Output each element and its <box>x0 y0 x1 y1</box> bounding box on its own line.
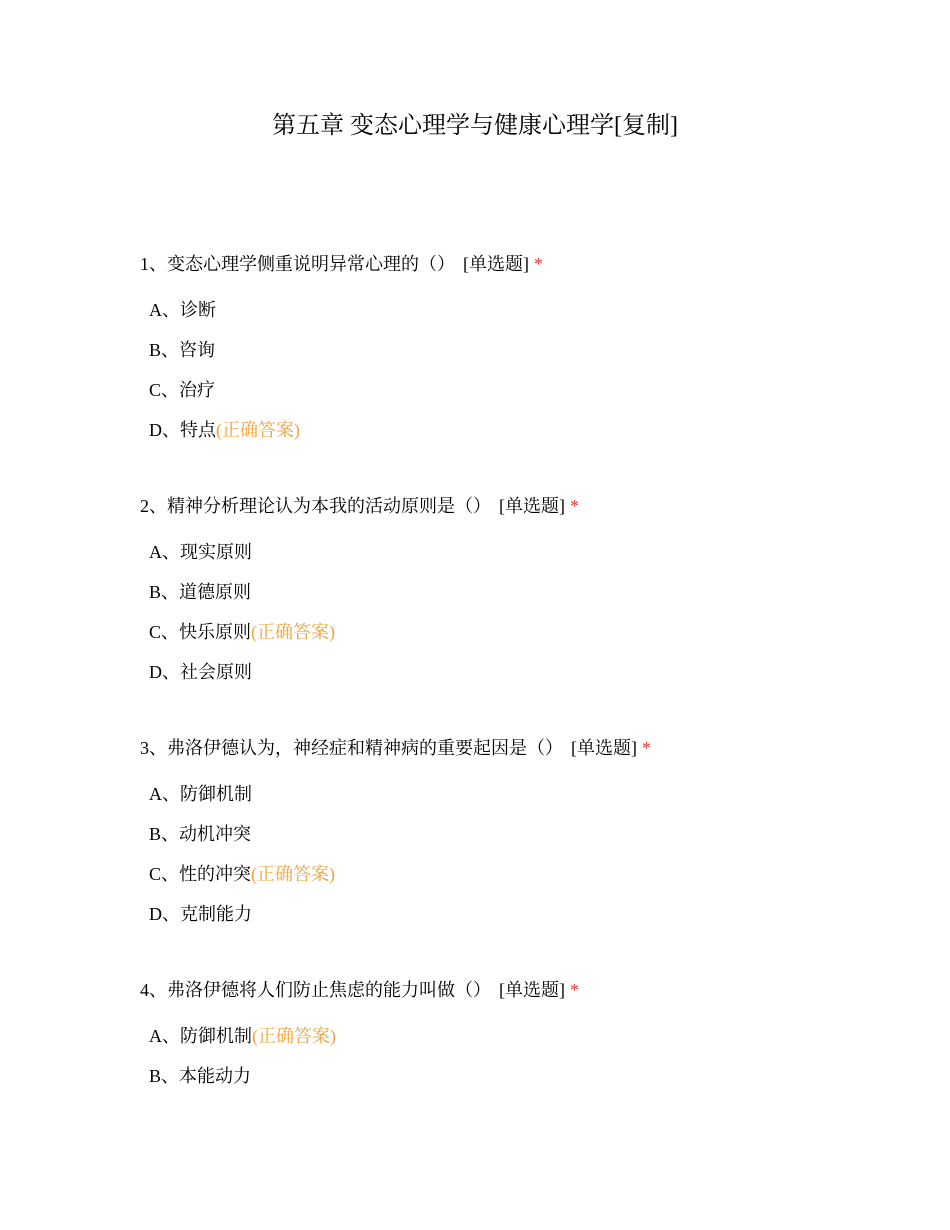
option-a[interactable] <box>149 539 252 565</box>
option-b[interactable] <box>149 337 215 363</box>
option-c[interactable] <box>149 619 335 645</box>
required-mark: * <box>642 738 651 758</box>
option-text: 防御机制 <box>180 784 252 804</box>
option-d[interactable] <box>149 417 300 443</box>
question-text: 精神分析理论认为本我的活动原则是（） <box>167 496 491 516</box>
question-type: [单选题] <box>499 980 565 1000</box>
option-a[interactable] <box>149 297 216 323</box>
question-title <box>140 977 579 1003</box>
correct-answer-label: (正确答案) <box>216 420 300 440</box>
option-text: 本能动力 <box>179 1066 252 1086</box>
option-d[interactable] <box>149 659 252 685</box>
question-title <box>140 735 651 761</box>
option-text: 社会原则 <box>180 662 252 682</box>
option-text: 咨询 <box>179 340 216 360</box>
question-number: 2、 <box>140 496 167 516</box>
option-c[interactable] <box>149 861 335 887</box>
option-text: 道德原则 <box>179 582 252 602</box>
option-b[interactable] <box>149 821 251 847</box>
required-mark: * <box>570 980 579 1000</box>
question-title <box>140 493 579 519</box>
option-text: 防御机制 <box>180 1026 252 1046</box>
option-text: 快乐原则 <box>179 622 252 642</box>
question-text: 弗洛伊德将人们防止焦虑的能力叫做（） <box>167 980 491 1000</box>
option-letter: A、 <box>149 300 180 320</box>
option-letter: D、 <box>149 904 180 924</box>
option-letter: B、 <box>149 582 180 602</box>
option-letter: C、 <box>149 622 180 642</box>
required-mark: * <box>534 254 543 274</box>
question-type: [单选题] <box>571 738 637 758</box>
question-text: 变态心理学侧重说明异常心理的（） <box>167 254 455 274</box>
option-c[interactable] <box>149 377 215 403</box>
question-type: [单选题] <box>499 496 565 516</box>
option-letter: B、 <box>149 340 180 360</box>
option-a[interactable] <box>149 1023 336 1049</box>
option-b[interactable] <box>149 1063 251 1089</box>
option-letter: A、 <box>149 542 180 562</box>
option-letter: B、 <box>149 824 180 844</box>
option-letter: A、 <box>149 784 180 804</box>
question-title <box>140 251 543 277</box>
page-title: 第五章 变态心理学与健康心理学[复制] <box>272 113 678 139</box>
option-text: 治疗 <box>179 380 216 400</box>
option-letter: C、 <box>149 864 180 884</box>
question-number: 4、 <box>140 980 167 1000</box>
question-number: 1、 <box>140 254 167 274</box>
question-type: [单选题] <box>463 254 529 274</box>
option-text: 动机冲突 <box>179 824 252 844</box>
required-mark: * <box>570 496 579 516</box>
correct-answer-label: (正确答案) <box>252 1026 336 1046</box>
question-number: 3、 <box>140 738 167 758</box>
option-text: 克制能力 <box>180 904 252 924</box>
option-b[interactable] <box>149 579 251 605</box>
option-text: 现实原则 <box>180 542 252 562</box>
option-d[interactable] <box>149 901 252 927</box>
correct-answer-label: (正确答案) <box>251 864 336 884</box>
option-letter: C、 <box>149 380 180 400</box>
option-letter: D、 <box>149 420 180 440</box>
option-text: 诊断 <box>180 300 216 320</box>
question-text: 弗洛伊德认为，神经症和精神病的重要起因是（） <box>167 738 563 758</box>
option-letter: B、 <box>149 1066 180 1086</box>
option-letter: D、 <box>149 662 180 682</box>
correct-answer-label: (正确答案) <box>251 622 336 642</box>
option-a[interactable] <box>149 781 252 807</box>
option-letter: A、 <box>149 1026 180 1046</box>
option-text: 性的冲突 <box>179 864 252 884</box>
option-text: 特点 <box>180 420 216 440</box>
